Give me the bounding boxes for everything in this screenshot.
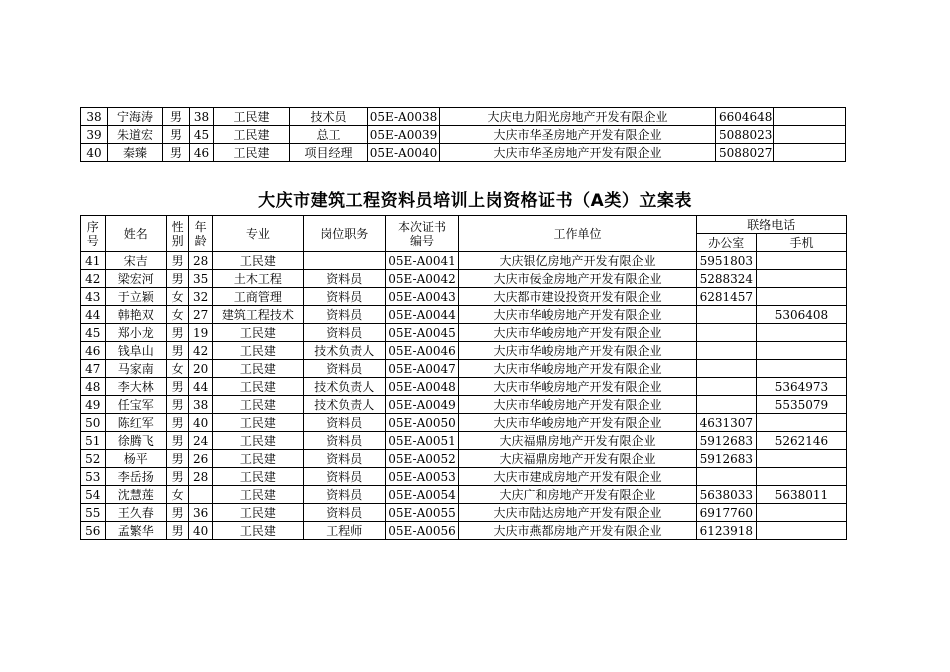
cell-age: 26 (189, 450, 213, 468)
page-title: 大庆市建筑工程资料员培训上岗资格证书（A类）立案表 (258, 191, 692, 211)
cell-position: 技术负责人 (303, 342, 385, 360)
cell-name: 于立颖 (105, 288, 166, 306)
cell-mobile (756, 504, 846, 522)
cell-major: 工民建 (212, 522, 303, 540)
cell-office: 5288324 (696, 270, 756, 288)
cell-office (696, 324, 756, 342)
cell-major: 工民建 (214, 126, 290, 144)
cell-cert: 05E-A0045 (385, 324, 459, 342)
table-row (81, 414, 847, 432)
cell-position (303, 252, 385, 270)
cell-gender: 男 (163, 108, 190, 126)
cell-position: 项目经理 (290, 144, 368, 162)
cell-age: 36 (189, 504, 213, 522)
table-row (81, 450, 847, 468)
cell-no: 49 (81, 396, 106, 414)
cell-cert: 05E-A0042 (385, 270, 459, 288)
cell-age: 44 (189, 378, 213, 396)
cell-no: 55 (81, 504, 106, 522)
cell-company: 大庆市燕都房地产开发有限企业 (459, 522, 696, 540)
cell-no: 45 (81, 324, 106, 342)
cell-gender: 男 (166, 432, 188, 450)
cell-major: 建筑工程技术 (212, 306, 303, 324)
cell-age: 28 (189, 252, 213, 270)
cell-major: 工民建 (212, 486, 303, 504)
cell-position: 工程师 (303, 522, 385, 540)
cell-name: 朱道宏 (108, 126, 163, 144)
cell-cert: 05E-A0041 (385, 252, 459, 270)
cell-major: 工民建 (214, 144, 290, 162)
cell-no: 41 (81, 252, 106, 270)
header-name: 姓名 (105, 216, 166, 252)
cell-office: 5088023 (716, 126, 774, 144)
cell-mobile (756, 360, 846, 378)
cell-name: 秦臻 (108, 144, 163, 162)
cell-name: 杨平 (105, 450, 166, 468)
cell-no: 38 (81, 108, 108, 126)
cell-age: 40 (189, 414, 213, 432)
cell-office: 6604648 (716, 108, 774, 126)
cell-position: 技术负责人 (303, 378, 385, 396)
cell-office: 6917760 (696, 504, 756, 522)
cell-age: 32 (189, 288, 213, 306)
cell-position: 技术员 (290, 108, 368, 126)
cell-major: 工民建 (212, 468, 303, 486)
cell-name: 宋吉 (105, 252, 166, 270)
cell-company: 大庆市华峻房地产开发有限企业 (459, 342, 696, 360)
registration-table-body (81, 216, 847, 540)
cell-cert: 05E-A0055 (385, 504, 459, 522)
cell-mobile (756, 414, 846, 432)
cell-mobile: 5306408 (756, 306, 846, 324)
cell-age: 38 (189, 396, 213, 414)
cell-position: 资料员 (303, 504, 385, 522)
cell-office: 5638033 (696, 486, 756, 504)
cell-cert: 05E-A0052 (385, 450, 459, 468)
cell-mobile: 5535079 (756, 396, 846, 414)
header-office: 办公室 (696, 234, 756, 252)
cell-office (696, 306, 756, 324)
cell-gender: 男 (166, 252, 188, 270)
table-row (81, 342, 847, 360)
cell-major: 工民建 (212, 378, 303, 396)
table-row (81, 108, 846, 126)
cell-company: 大庆电力阳光房地产开发有限企业 (440, 108, 716, 126)
cell-major: 工民建 (212, 504, 303, 522)
cell-position: 资料员 (303, 360, 385, 378)
cell-gender: 女 (166, 288, 188, 306)
cell-mobile (756, 450, 846, 468)
cell-name: 钱阜山 (105, 342, 166, 360)
cell-name: 陈红军 (105, 414, 166, 432)
cell-major: 工民建 (212, 432, 303, 450)
cell-mobile (774, 126, 846, 144)
cell-age: 20 (189, 360, 213, 378)
cell-office (696, 342, 756, 360)
cell-age: 35 (189, 270, 213, 288)
cell-major: 工民建 (212, 324, 303, 342)
cell-age: 19 (189, 324, 213, 342)
cell-name: 李岳扬 (105, 468, 166, 486)
cell-cert: 05E-A0040 (368, 144, 440, 162)
cell-mobile (756, 252, 846, 270)
cell-office: 6281457 (696, 288, 756, 306)
header-phone: 联络电话 (696, 216, 846, 234)
cell-company: 大庆福鼎房地产开发有限企业 (459, 450, 696, 468)
cell-position: 资料员 (303, 468, 385, 486)
cell-no: 48 (81, 378, 106, 396)
cell-no: 51 (81, 432, 106, 450)
cell-cert: 05E-A0038 (368, 108, 440, 126)
table-row (81, 306, 847, 324)
cell-company: 大庆福鼎房地产开发有限企业 (459, 432, 696, 450)
cell-name: 宁海涛 (108, 108, 163, 126)
cell-cert: 05E-A0044 (385, 306, 459, 324)
cell-cert: 05E-A0047 (385, 360, 459, 378)
cell-age: 40 (189, 522, 213, 540)
cell-no: 47 (81, 360, 106, 378)
cell-position: 资料员 (303, 324, 385, 342)
table-row (81, 252, 847, 270)
cell-mobile (756, 522, 846, 540)
cell-no: 43 (81, 288, 106, 306)
cell-company: 大庆市建成房地产开发有限企业 (459, 468, 696, 486)
cell-mobile: 5638011 (756, 486, 846, 504)
cell-gender: 男 (163, 144, 190, 162)
cell-mobile (756, 270, 846, 288)
cell-company: 大庆市华圣房地产开发有限企业 (440, 144, 716, 162)
cell-gender: 男 (166, 414, 188, 432)
cell-no: 42 (81, 270, 106, 288)
table-row (81, 522, 847, 540)
cell-no: 52 (81, 450, 106, 468)
header-cert: 本次证书编号 (385, 216, 459, 252)
cell-major: 工民建 (214, 108, 290, 126)
table-row (81, 270, 847, 288)
cell-company: 大庆市华圣房地产开发有限企业 (440, 126, 716, 144)
cell-position: 资料员 (303, 270, 385, 288)
cell-cert: 05E-A0054 (385, 486, 459, 504)
cell-age: 42 (189, 342, 213, 360)
header-major: 专业 (212, 216, 303, 252)
cell-office: 4631307 (696, 414, 756, 432)
cell-gender: 男 (166, 342, 188, 360)
table-row (81, 504, 847, 522)
cell-office: 5088027 (716, 144, 774, 162)
header-gender: 性别 (166, 216, 188, 252)
cell-company: 大庆市华峻房地产开发有限企业 (459, 396, 696, 414)
cell-office: 5951803 (696, 252, 756, 270)
cell-position: 技术负责人 (303, 396, 385, 414)
cell-gender: 女 (166, 306, 188, 324)
cell-name: 李大林 (105, 378, 166, 396)
cell-major: 工民建 (212, 396, 303, 414)
cell-position: 资料员 (303, 288, 385, 306)
cell-name: 郑小龙 (105, 324, 166, 342)
cell-mobile (756, 468, 846, 486)
header-age: 年龄 (189, 216, 213, 252)
cell-major: 土木工程 (212, 270, 303, 288)
table-row (81, 324, 847, 342)
cell-age (189, 486, 213, 504)
cell-company: 大庆市佞金房地产开发有限企业 (459, 270, 696, 288)
table-row (81, 396, 847, 414)
header-no: 序号 (81, 216, 106, 252)
cell-position: 资料员 (303, 414, 385, 432)
cell-company: 大庆银亿房地产开发有限企业 (459, 252, 696, 270)
cell-name: 马家南 (105, 360, 166, 378)
table-row (81, 468, 847, 486)
cell-name: 徐腾飞 (105, 432, 166, 450)
cell-cert: 05E-A0053 (385, 468, 459, 486)
cell-position: 资料员 (303, 486, 385, 504)
cell-cert: 05E-A0051 (385, 432, 459, 450)
table-row (81, 126, 846, 144)
cell-major: 工商管理 (212, 288, 303, 306)
cell-gender: 男 (166, 468, 188, 486)
cell-cert: 05E-A0046 (385, 342, 459, 360)
cell-company: 大庆广和房地产开发有限企业 (459, 486, 696, 504)
cell-no: 44 (81, 306, 106, 324)
cell-position: 资料员 (303, 306, 385, 324)
table-row (81, 144, 846, 162)
cell-mobile: 5364973 (756, 378, 846, 396)
cell-cert: 05E-A0056 (385, 522, 459, 540)
cell-mobile (756, 342, 846, 360)
continuation-table (80, 107, 846, 162)
cell-cert: 05E-A0048 (385, 378, 459, 396)
cell-company: 大庆都市建设投资开发有限企业 (459, 288, 696, 306)
cell-cert: 05E-A0050 (385, 414, 459, 432)
cell-office (696, 468, 756, 486)
cell-major: 工民建 (212, 360, 303, 378)
cell-company: 大庆市华峻房地产开发有限企业 (459, 414, 696, 432)
table-row (81, 432, 847, 450)
cell-no: 39 (81, 126, 108, 144)
cell-company: 大庆市华峻房地产开发有限企业 (459, 324, 696, 342)
cell-mobile (756, 324, 846, 342)
cell-mobile (774, 108, 846, 126)
cell-office (696, 360, 756, 378)
cell-mobile (774, 144, 846, 162)
cell-major: 工民建 (212, 414, 303, 432)
cell-cert: 05E-A0049 (385, 396, 459, 414)
cell-age: 46 (190, 144, 214, 162)
cell-no: 54 (81, 486, 106, 504)
cell-gender: 女 (166, 360, 188, 378)
cell-mobile (756, 288, 846, 306)
cell-major: 工民建 (212, 342, 303, 360)
cell-company: 大庆市陆达房地产开发有限企业 (459, 504, 696, 522)
cell-company: 大庆市华峻房地产开发有限企业 (459, 306, 696, 324)
cell-position: 总工 (290, 126, 368, 144)
cell-no: 40 (81, 144, 108, 162)
cell-office: 5912683 (696, 450, 756, 468)
cell-name: 任宝军 (105, 396, 166, 414)
cell-position: 资料员 (303, 432, 385, 450)
cell-major: 工民建 (212, 450, 303, 468)
cell-name: 王久春 (105, 504, 166, 522)
cell-cert: 05E-A0043 (385, 288, 459, 306)
table-row (81, 378, 847, 396)
cell-age: 45 (190, 126, 214, 144)
cell-age: 24 (189, 432, 213, 450)
header-row (81, 216, 847, 234)
cell-office: 6123918 (696, 522, 756, 540)
cell-major: 工民建 (212, 252, 303, 270)
cell-company: 大庆市华峻房地产开发有限企业 (459, 378, 696, 396)
table-row (81, 486, 847, 504)
continuation-table-body (81, 108, 846, 162)
cell-company: 大庆市华峻房地产开发有限企业 (459, 360, 696, 378)
cell-position: 资料员 (303, 450, 385, 468)
table-row (81, 288, 847, 306)
cell-gender: 男 (166, 396, 188, 414)
cell-gender: 男 (166, 522, 188, 540)
cell-gender: 男 (166, 270, 188, 288)
header-position: 岗位职务 (303, 216, 385, 252)
cell-cert: 05E-A0039 (368, 126, 440, 144)
cell-no: 53 (81, 468, 106, 486)
cell-gender: 女 (166, 486, 188, 504)
registration-table (80, 215, 847, 540)
cell-no: 46 (81, 342, 106, 360)
cell-office: 5912683 (696, 432, 756, 450)
cell-age: 28 (189, 468, 213, 486)
cell-gender: 男 (166, 504, 188, 522)
cell-gender: 男 (166, 324, 188, 342)
cell-gender: 男 (166, 450, 188, 468)
header-mobile: 手机 (756, 234, 846, 252)
cell-age: 27 (189, 306, 213, 324)
cell-office (696, 396, 756, 414)
cell-gender: 男 (163, 126, 190, 144)
cell-name: 韩艳双 (105, 306, 166, 324)
cell-age: 38 (190, 108, 214, 126)
cell-name: 孟繁华 (105, 522, 166, 540)
header-company: 工作单位 (459, 216, 696, 252)
table-row (81, 360, 847, 378)
cell-name: 沈慧莲 (105, 486, 166, 504)
cell-mobile: 5262146 (756, 432, 846, 450)
cell-office (696, 378, 756, 396)
cell-gender: 男 (166, 378, 188, 396)
cell-no: 50 (81, 414, 106, 432)
cell-no: 56 (81, 522, 106, 540)
cell-name: 梁宏河 (105, 270, 166, 288)
